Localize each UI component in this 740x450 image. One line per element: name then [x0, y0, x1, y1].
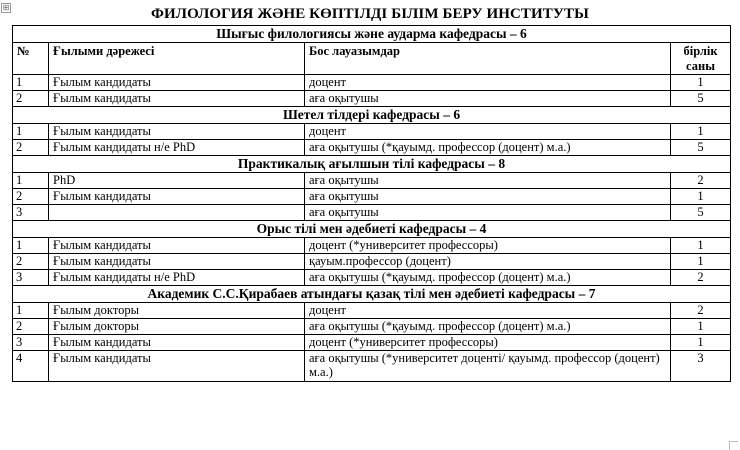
department-name: Академик С.С.Қирабаев атындағы қазақ тілі мен әдебиеті кафедрасы – 7 [13, 286, 731, 303]
column-header-units: бірлік саны [671, 43, 731, 75]
department-header-row [13, 107, 731, 124]
row-num: 3 [13, 205, 49, 221]
row-num: 1 [13, 173, 49, 189]
department-name: Шетел тілдері кафедрасы – 6 [13, 107, 731, 124]
table-row [13, 254, 731, 270]
row-degree: Ғылым докторы [49, 319, 305, 335]
table-row [13, 140, 731, 156]
column-header-degree: Ғылыми дәрежесі [49, 43, 305, 75]
department-name: Шығыс филологиясы және аударма кафедрасы – 6 [13, 26, 731, 43]
row-degree: Ғылым кандидаты н/е PhD [49, 140, 305, 156]
department-name: Практикалық ағылшын тілі кафедрасы – 8 [13, 156, 731, 173]
row-position: аға оқытушы (*қауымд. профессор (доцент) м.а.) [305, 270, 671, 286]
row-degree: Ғылым кандидаты [49, 189, 305, 205]
row-units: 1 [671, 335, 731, 351]
row-position: аға оқытушы (*университет доценті/ қауымд. профессор (доцент) м.а.) [305, 351, 671, 382]
table-row [13, 270, 731, 286]
row-units: 1 [671, 124, 731, 140]
department-header-row [13, 286, 731, 303]
row-degree: Ғылым кандидаты [49, 238, 305, 254]
row-units: 5 [671, 91, 731, 107]
row-position: доцент [305, 124, 671, 140]
row-num: 3 [13, 335, 49, 351]
row-units: 1 [671, 254, 731, 270]
row-position: доцент [305, 303, 671, 319]
department-header-row [13, 26, 731, 43]
row-num: 2 [13, 91, 49, 107]
row-num: 1 [13, 124, 49, 140]
row-num: 1 [13, 303, 49, 319]
row-num: 4 [13, 351, 49, 382]
row-position: аға оқытушы [305, 205, 671, 221]
row-num: 2 [13, 140, 49, 156]
row-position: аға оқытушы (*қауымд. профессор (доцент) м.а.) [305, 140, 671, 156]
row-units: 2 [671, 303, 731, 319]
table-row [13, 351, 731, 382]
row-units: 1 [671, 75, 731, 91]
column-header-row [13, 43, 731, 75]
row-position: аға оқытушы [305, 173, 671, 189]
row-position: аға оқытушы [305, 91, 671, 107]
table-row [13, 189, 731, 205]
table-row [13, 319, 731, 335]
row-degree: Ғылым докторы [49, 303, 305, 319]
row-units: 1 [671, 238, 731, 254]
row-degree: Ғылым кандидаты [49, 91, 305, 107]
document-title: ФИЛОЛОГИЯ ЖӘНЕ КӨПТІЛДІ БІЛІМ БЕРУ ИНСТИТУТЫ [151, 6, 589, 22]
table-row [13, 91, 731, 107]
row-position: доцент (*университет профессоры) [305, 238, 671, 254]
table-row [13, 124, 731, 140]
row-position: қауым.профессор (доцент) [305, 254, 671, 270]
row-degree: Ғылым кандидаты н/е PhD [49, 270, 305, 286]
table-row [13, 303, 731, 319]
table-row [13, 335, 731, 351]
row-num: 2 [13, 254, 49, 270]
row-position: аға оқытушы [305, 189, 671, 205]
row-num: 2 [13, 319, 49, 335]
table-anchor-icon[interactable]: ⊞ [2, 3, 10, 12]
table-row [13, 173, 731, 189]
vacancies-table [12, 25, 731, 382]
row-degree: Ғылым кандидаты [49, 124, 305, 140]
row-num: 1 [13, 238, 49, 254]
row-position: аға оқытушы (*қауымд. профессор (доцент) м.а.) [305, 319, 671, 335]
row-degree: PhD [49, 173, 305, 189]
row-units: 2 [671, 270, 731, 286]
row-units: 1 [671, 189, 731, 205]
row-num: 2 [13, 189, 49, 205]
row-degree: Ғылым кандидаты [49, 335, 305, 351]
row-num: 3 [13, 270, 49, 286]
row-position: доцент (*университет профессоры) [305, 335, 671, 351]
row-degree: Ғылым кандидаты [49, 351, 305, 382]
row-units: 5 [671, 205, 731, 221]
department-header-row [13, 156, 731, 173]
department-name: Орыс тілі мен әдебиеті кафедрасы – 4 [13, 221, 731, 238]
department-header-row [13, 221, 731, 238]
row-position: доцент [305, 75, 671, 91]
page-corner-mark [729, 441, 738, 450]
row-units: 1 [671, 319, 731, 335]
row-units: 3 [671, 351, 731, 382]
row-units: 2 [671, 173, 731, 189]
row-degree [49, 205, 305, 221]
column-header-num: № [13, 43, 49, 75]
row-degree: Ғылым кандидаты [49, 254, 305, 270]
table-row [13, 75, 731, 91]
row-units: 5 [671, 140, 731, 156]
row-degree: Ғылым кандидаты [49, 75, 305, 91]
table-row [13, 238, 731, 254]
table-row [13, 205, 731, 221]
row-num: 1 [13, 75, 49, 91]
column-header-position: Бос лауазымдар [305, 43, 671, 75]
